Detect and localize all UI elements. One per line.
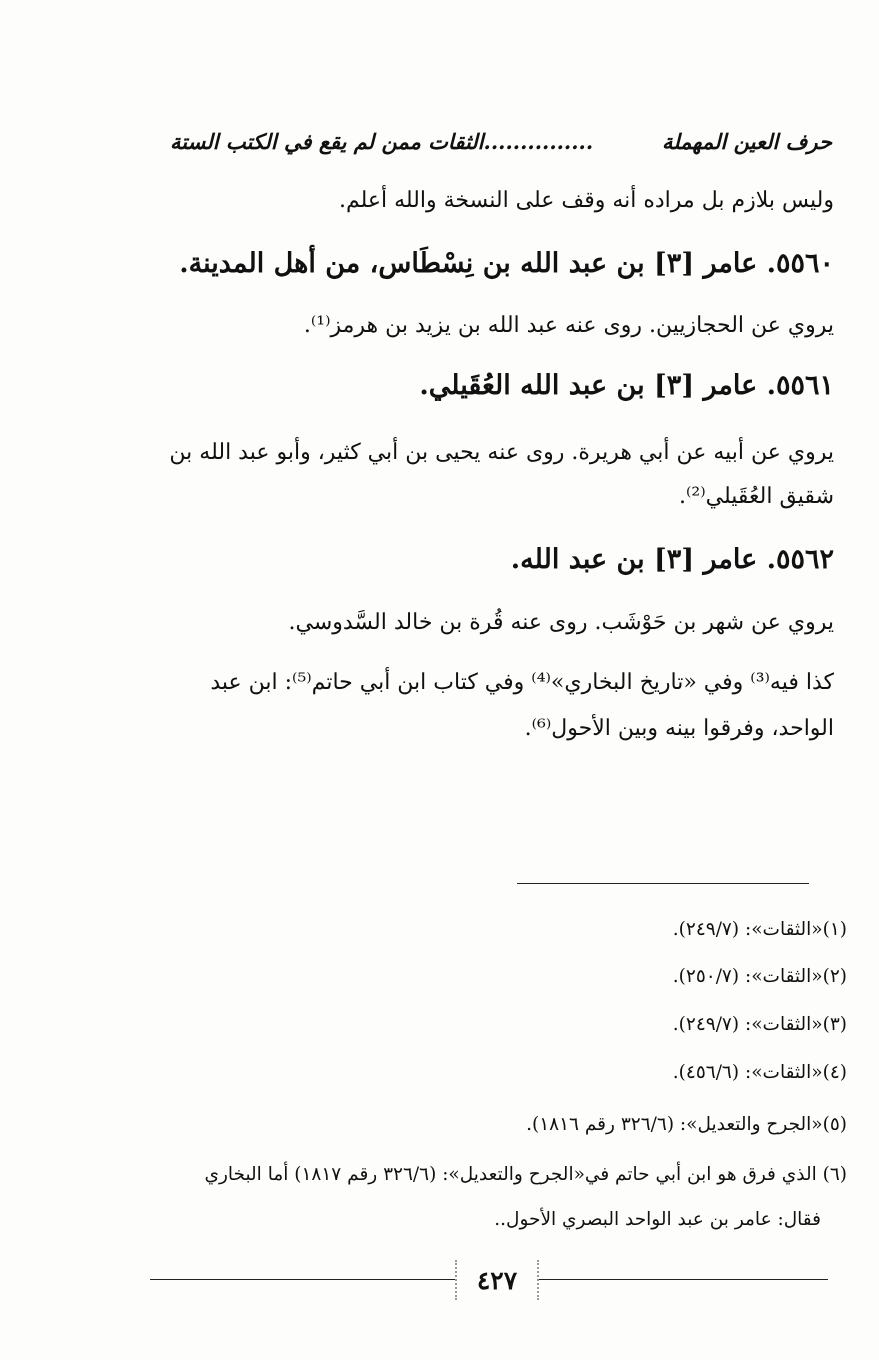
entry-heading-5560: ٥٥٦٠. عامر [٣] بن عبد الله بن نِسْطَاس، من أهل المدينة. bbox=[179, 248, 834, 279]
running-header bbox=[170, 126, 832, 156]
page-number: ٤٢٧ bbox=[455, 1260, 539, 1300]
header-left: ...............الثقات ممن لم يقع في الكتب الستة bbox=[170, 128, 594, 154]
bottom-rule-left bbox=[150, 1279, 455, 1280]
footnote-1: (١)«الثقات»: (٢٤٩/٧). bbox=[672, 919, 847, 940]
footnote-6-line1: (٦) الذي فرق هو ابن أبي حاتم في«الجرح والتعديل»: (٣٢٦/٦ رقم ١٨١٧) أما البخاري bbox=[204, 1164, 847, 1185]
paragraph-5560: يروي عن الحجازيين. روى عنه عبد الله بن يزيد بن هرمز⁽¹⁾. bbox=[303, 313, 834, 338]
footnote-3: (٣)«الثقات»: (٢٤٩/٧). bbox=[672, 1014, 847, 1035]
bottom-rule-right bbox=[535, 1279, 828, 1280]
paragraph-5561-line2: شقيق العُقَيلي⁽²⁾. bbox=[679, 484, 834, 509]
footnote-4: (٤)«الثقات»: (٤٥٦/٦). bbox=[672, 1062, 847, 1083]
footnote-5: (٥)«الجرح والتعديل»: (٣٢٦/٦ رقم ١٨١٦). bbox=[526, 1114, 847, 1135]
footnote-6-line2: فقال: عامر بن عبد الواحد البصري الأحول.. bbox=[494, 1209, 821, 1230]
footnote-separator bbox=[517, 883, 809, 884]
paragraph-5562b-line2: الواحد، وفرقوا بينه وبين الأحول⁽⁶⁾. bbox=[524, 716, 834, 741]
paragraph-5562: يروي عن شهر بن حَوْشَب. روى عنه قُرة بن خالد السَّدوسي. bbox=[288, 610, 834, 635]
footnote-2: (٢)«الثقات»: (٢٥٠/٧). bbox=[672, 966, 847, 987]
paragraph-5561-line1: يروي عن أبيه عن أبي هريرة. روى عنه يحيى بن أبي كثير، وأبو عبد الله بن bbox=[169, 440, 834, 465]
header-right: حرف العين المهملة bbox=[661, 128, 832, 154]
entry-heading-5562: ٥٥٦٢. عامر [٣] بن عبد الله. bbox=[510, 544, 834, 575]
entry-heading-5561: ٥٥٦١. عامر [٣] بن عبد الله العُقَيلي. bbox=[419, 370, 834, 401]
paragraph-5562b-line1: كذا فيه⁽³⁾ وفي «تاريخ البخاري»⁽⁴⁾ وفي كتاب ابن أبي حاتم⁽⁵⁾: ابن عبد bbox=[210, 670, 834, 695]
paragraph-intro: وليس بلازم بل مراده أنه وقف على النسخة والله أعلم. bbox=[338, 188, 834, 213]
